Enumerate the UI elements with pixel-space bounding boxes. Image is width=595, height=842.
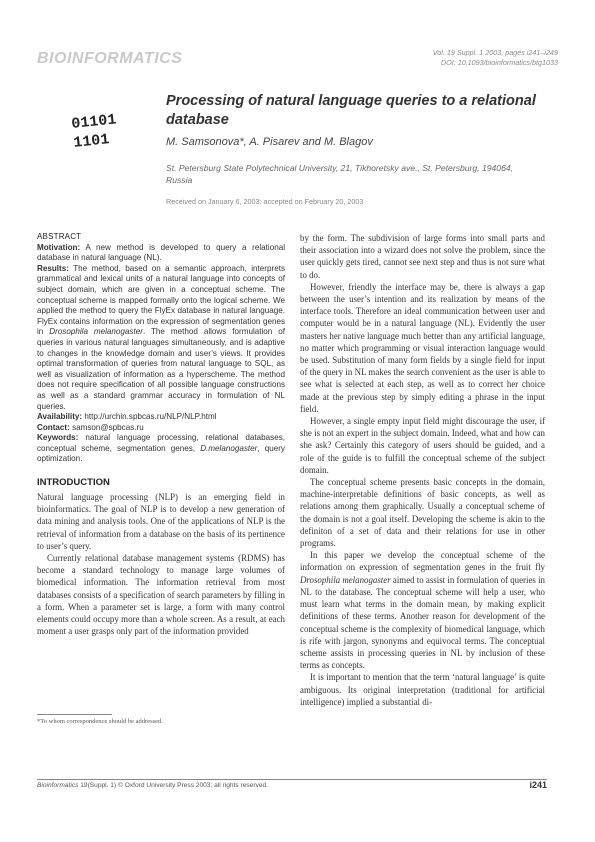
keywords-text-b: , query optimization. <box>37 443 285 464</box>
availability-label: Availability: <box>37 412 83 422</box>
logo-line-1: 01101 <box>70 111 118 133</box>
abstract-heading: ABSTRACT <box>37 232 82 241</box>
footer-rights: 19(Suppl. 1) © Oxford University Press 2003; all rights reserved. <box>78 782 268 789</box>
abstract-contact <box>37 423 285 434</box>
paper-title: Processing of natural language queries to a relational database <box>166 93 536 128</box>
received-date: Received on January 6, 2003; accepted on February 20, 2003 <box>166 197 364 206</box>
keywords-text-a: natural language processing, relational databases, conceptual scheme, segmentation genes, <box>37 433 286 453</box>
abstract-results <box>37 264 285 412</box>
logo-line-2: 1101 <box>72 131 111 152</box>
journal-meta <box>433 48 558 68</box>
motivation-label: Motivation: <box>37 242 81 252</box>
right-paragraph-3: The conceptual scheme presents basic concepts in the domain, machine-interpretable definitions of basic concepts, as well as relations among them graphically. Usually a conceptual scheme of the domain is not a goal itself. Developing the scheme is akin to the definiton of a set of data and their relations for use in other programs. <box>300 477 545 549</box>
footer-divider <box>37 779 547 780</box>
footnote-divider <box>37 714 112 715</box>
right-body <box>300 232 545 708</box>
availability-link[interactable]: http://urchin.spbcas.ru/NLP/NLP.html <box>84 412 217 422</box>
results-text-b: . The method allows formulation of queries in various natural languages simultaneously, and is adaptive to changes in the knowledge domain and user’s views. It provides optimal transformation of queries from natural language to SQL, as well as visualization of information as a hyperscheme. The method does not require specification of all possible language constructions as well as a standard grammar accuracy in formulation of NL queries. <box>37 327 285 411</box>
abstract <box>37 232 285 465</box>
intro-paragraph-2: Currently relational database management systems (RDMS) has become a standard technology to manage large volumes of biomedical information. The information retrieval from most databases consists of a specification of search parameters by filling in a form. When a parameter set is large, a form with many control elements could occupy more than a whole screen. As a result, at each moment a user grasps only part of the information provided <box>37 553 285 637</box>
abstract-motivation <box>37 243 285 264</box>
right-paragraph-1: However, friendly the interface may be, there is always a gap between the user’s intention and its realization by means of the interface tools. Therefore an ideal communication between user and computer would be in a natural language (NL). Evidently the user masters her native language much better than any artificial language, no matter which programming or visual interaction language would be used. Substitution of many form fields by a single field for input of the query in NL makes the search convenient as the user is able to see what is selected at each step, as well as to correct her choice made at the previous step by simply editing a phrase in the input field. <box>300 281 545 414</box>
right-paragraph-4 <box>300 549 545 671</box>
intro-heading: INTRODUCTION <box>37 477 110 489</box>
right-paragraph-2: However, a single empty input field might discourage the user, if she is not an expert in the subject domain. Indeed, what and how can she ask? Certainly this category of users should be guided, and a role of the guide is to fulfill the conceptual scheme of the subject domain. <box>300 416 545 475</box>
intro-paragraph-1: Natural language processing (NLP) is an emerging field in bioinformatics. The goal of NLP is to develop a new generation of data mining and analysis tools. One of the applications of NLP is the retrieval of information from a database on the basis of its pertinence to user’s query. <box>37 492 285 551</box>
motivation-text: A new method is developed to query a relational database in natural language (NL). <box>37 242 285 263</box>
footer-copyright <box>37 782 268 789</box>
abstract-availability <box>37 412 285 423</box>
contact-label: Contact: <box>37 422 70 432</box>
footnote: *To whom correspondence should be addressed. <box>37 718 163 725</box>
left-column <box>37 232 285 638</box>
right-column <box>300 232 545 708</box>
p4-text-b: aimed to assist in formulation of queries in NL to the database. The conceptual scheme will help a user, who must learn what terms in the domain mean, by making explicit definitions of these terms. Another reason for development of the conceptual scheme is the complexity of biomedical language, which is rife with jargon, synonyms and equivocal terms. The conceptual scheme assists in processing queries in NL by inclusion of these terms as concepts. <box>300 574 545 671</box>
results-label: Results: <box>37 263 69 273</box>
journal-logo-icon <box>70 98 150 156</box>
results-text-a: The method, based on a semantic approach, interprets grammatical and lexical units of a natural language into concepts of subject domain, which are given in a conceptual scheme. The conceptual scheme is mapped formally onto the logical scheme. We applied the method to query the FlyEx database in natural language. FlyEx contains information on the expression of segmentation genes in <box>37 263 285 337</box>
footer-journal: Bioinformatics <box>37 782 79 789</box>
p4-text-a: In this paper we develop the conceptual scheme of the information on expression of segmentation genes in the fruit fly <box>300 550 545 573</box>
results-species: Drosophila melanogaster <box>49 327 143 337</box>
page-number: i241 <box>529 780 547 790</box>
authors: M. Samsonova*, A. Pisarev and M. Blagov <box>166 136 373 148</box>
keywords-label: Keywords: <box>37 433 79 443</box>
volume-line: Vol. 19 Suppl. 1 2003, pages i241–i249 <box>432 48 558 57</box>
intro-body <box>37 491 285 637</box>
right-paragraph-0: by the form. The subdivision of large forms into small parts and their association into a wizard does not solve the problem, since the user quickly gets tired, cannot see next step and thus is not sure what to do. <box>300 233 545 280</box>
keywords-species: D.melanogaster <box>200 443 258 453</box>
contact-email[interactable]: samson@spbcas.ru <box>72 422 144 432</box>
journal-name: BIOINFORMATICS <box>37 50 183 67</box>
right-paragraph-5: It is important to mention that the term ‘natural language’ is quite ambiguous. Its original interpretation (traditional for artificial intelligence) implied a substantial di- <box>300 672 545 707</box>
p4-species: Drosophila melanogaster <box>300 574 391 585</box>
doi-line: DOI: 10.1093/bioinformatics/btg1033 <box>440 58 558 67</box>
abstract-keywords <box>37 433 285 465</box>
affiliation: St. Petersburg State Polytechnical University, 21, Tikhoretsky ave., St. Petersburg, 194064, Russia <box>166 163 514 185</box>
